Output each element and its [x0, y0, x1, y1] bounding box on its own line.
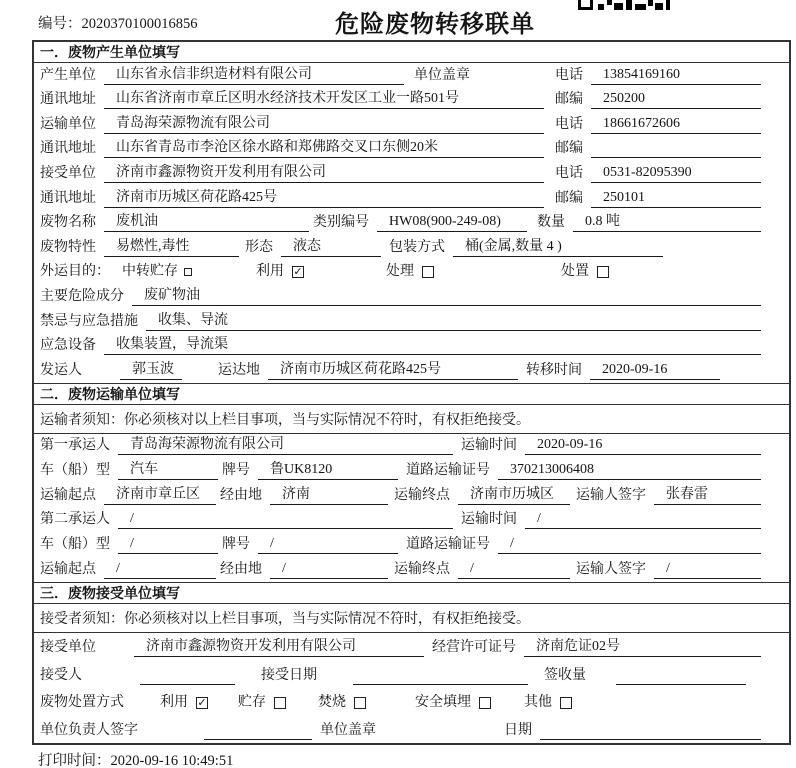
acceptor-value [140, 667, 235, 685]
disposal-utilize-checkbox-label: 利用 [160, 695, 188, 711]
receiver-phone-value: 0531-82095390 [591, 164, 761, 183]
producer-address-value: 山东省济南市章丘区明水经济技术开发区工业一路501号 [104, 90, 544, 109]
form-row [34, 508, 789, 533]
origin-2-value: / [104, 560, 216, 579]
section-title: 三．废物接受单位填写 [34, 583, 789, 604]
responsible-signature-value [204, 722, 312, 740]
print-time [38, 749, 233, 768]
consignor-value: 郭玉波 [120, 361, 182, 380]
form-row [34, 458, 789, 483]
form-row [34, 715, 789, 743]
form-row [34, 211, 789, 236]
form-table [32, 40, 791, 745]
receipt-quantity-label: 签收量 [544, 667, 586, 683]
form-row [34, 557, 789, 582]
seal-date-label: 日期 [504, 722, 532, 738]
disposal-other-checkbox [524, 694, 572, 712]
accept-date-value [353, 667, 528, 685]
transport-address-value: 山东省青岛市李沧区徐水路和郑佛路交叉口东侧20米 [104, 139, 544, 158]
receiver-postcode-value: 250101 [591, 189, 761, 208]
transport-postcode-label: 邮编 [555, 141, 583, 157]
form-row [34, 112, 789, 137]
seal-date-value [540, 722, 761, 740]
form-row [34, 284, 789, 309]
disposal-storage-checkbox [238, 694, 286, 712]
form-row [34, 483, 789, 508]
via-2-label: 经由地 [220, 561, 262, 577]
second-carrier-label: 第二承运人 [40, 512, 110, 528]
vehicle-type-1-value: 汽车 [118, 461, 218, 480]
emergency-measures-label: 禁忌与应急措施 [40, 313, 138, 329]
producer-address-label: 通讯地址 [40, 92, 96, 108]
transport-time-2-label: 运输时间 [461, 512, 517, 528]
transfer-date-value: 2020-09-16 [590, 361, 720, 380]
vehicle-type-2-label: 车（船）型 [40, 537, 110, 553]
emergency-equipment-value: 收集装置，导流渠 [104, 336, 761, 355]
terminus-1-value: 济南市历城区 [458, 486, 570, 505]
disposal-landfill-checkbox [415, 694, 491, 712]
producer-phone-value: 13854169160 [591, 66, 761, 85]
emergency-measures-value: 收集、导流 [146, 312, 761, 331]
vehicle-type-1-label: 车（船）型 [40, 463, 110, 479]
origin-1-label: 运输起点 [40, 487, 96, 503]
form-row [34, 434, 789, 459]
packaging-value: 桶(金属,数量 4 ) [453, 238, 663, 257]
purpose-transit-storage-checkbox [122, 263, 192, 281]
print-time-value: 2020-09-16 10:49:51 [110, 753, 234, 768]
road-permit-2-value: / [498, 535, 761, 554]
form-row [34, 137, 789, 162]
plate-number-2-value: / [258, 535, 398, 554]
via-1-label: 经由地 [220, 487, 262, 503]
form-row [34, 334, 789, 359]
document-header [0, 0, 796, 40]
form-row [34, 88, 789, 113]
transport-address-label: 通讯地址 [40, 141, 96, 157]
transport-time-1-value: 2020-09-16 [525, 436, 761, 455]
responsible-signature-label: 单位负责人签字 [40, 722, 138, 738]
check-mark-icon: ✓ [293, 264, 303, 278]
disposal-incinerate-checkbox-box [354, 697, 366, 709]
page-title: 危险废物转移联单 [335, 11, 535, 38]
category-code-label: 类别编号 [313, 215, 369, 231]
purpose-disposal-checkbox-label: 处置 [561, 264, 589, 280]
purpose-disposal-checkbox-box [597, 266, 609, 278]
purpose-utilize-checkbox-box [292, 266, 304, 278]
form-section-1 [34, 42, 789, 383]
receiver-address-value: 济南市历城区荷花路425号 [104, 189, 544, 208]
destination-value: 济南市历城区荷花路425号 [268, 361, 518, 380]
second-carrier-value: / [118, 510, 453, 529]
plate-number-1-value: 鲁UK8120 [258, 461, 398, 480]
via-1-value: 济南 [270, 486, 388, 505]
form-row [34, 633, 789, 661]
receiver-unit-label: 接受单位 [40, 165, 96, 181]
purpose-utilize-checkbox-label: 利用 [256, 264, 284, 280]
waste-name-label: 废物名称 [40, 215, 96, 231]
first-carrier-value: 青岛海荣源物流有限公司 [118, 436, 453, 455]
purpose-treatment-checkbox-label: 处理 [386, 264, 414, 280]
carrier-signature-1-value: 张春雷 [654, 486, 761, 505]
via-2-value: / [270, 560, 388, 579]
road-permit-2-label: 道路运输证号 [406, 537, 490, 553]
category-code-value: HW08(900-249-08) [377, 213, 527, 232]
purpose-transit-storage-checkbox-label: 中转贮存 [122, 264, 178, 280]
transfer-purpose-label: 外运目的： [40, 264, 110, 280]
producer-phone-label: 电话 [555, 67, 583, 83]
section-title: 一．废物产生单位填写 [34, 42, 789, 63]
section-title: 二．废物运输单位填写 [34, 384, 789, 405]
disposal-incinerate-checkbox [318, 694, 366, 712]
packaging-label: 包装方式 [389, 239, 445, 255]
terminus-2-value: / [458, 560, 570, 579]
quantity-value: 0.8 吨 [573, 213, 761, 232]
disposal-storage-checkbox-box [274, 697, 286, 709]
producer-postcode-label: 邮编 [555, 92, 583, 108]
disposal-landfill-checkbox-box [479, 697, 491, 709]
print-time-label: 打印时间： [38, 753, 111, 768]
purpose-treatment-checkbox-box [422, 266, 434, 278]
transport-time-2-value: / [525, 510, 761, 529]
disposal-incinerate-checkbox-label: 焚烧 [318, 695, 346, 711]
form-row [34, 660, 789, 688]
producer-unit-value: 山东省永信非织造材料有限公司 [104, 66, 404, 85]
origin-1-value: 济南市章丘区 [104, 486, 216, 505]
disposal-other-checkbox-label: 其他 [524, 695, 552, 711]
purpose-utilize-checkbox [256, 263, 304, 281]
carrier-signature-2-value: / [654, 560, 761, 579]
waste-name-value: 废机油 [104, 213, 309, 232]
qr-code-fragment [578, 0, 670, 12]
quantity-label: 数量 [537, 215, 565, 231]
producer-postcode-value: 250200 [591, 90, 761, 109]
section-notice: 运输者须知：你必须核对以上栏目事项，当与实际情况不符时，有权拒绝接受。 [34, 405, 789, 434]
acceptor-label: 接受人 [40, 667, 82, 683]
receiver-phone-label: 电话 [555, 165, 583, 181]
transfer-date-label: 转移时间 [526, 362, 582, 378]
transport-unit-label: 运输单位 [40, 116, 96, 132]
receiver-unit-value: 济南市鑫源物资开发利用有限公司 [104, 164, 544, 183]
doc-number [38, 12, 198, 33]
form-row [34, 235, 789, 260]
origin-2-label: 运输起点 [40, 561, 96, 577]
form-row [34, 532, 789, 557]
form-state-label: 形态 [245, 239, 273, 255]
waste-property-value: 易燃性,毒性 [104, 238, 239, 257]
plate-number-2-label: 牌号 [222, 537, 250, 553]
form-section-3 [34, 582, 789, 743]
unit-seal-label: 单位盖章 [414, 67, 470, 83]
destination-label: 运达地 [218, 362, 260, 378]
license-no-value: 济南危证02号 [524, 638, 761, 657]
transport-phone-value: 18661672606 [591, 115, 761, 134]
terminus-1-label: 运输终点 [394, 487, 450, 503]
transport-postcode-value [591, 140, 761, 158]
emergency-equipment-label: 应急设备 [40, 338, 96, 354]
transport-time-1-label: 运输时间 [461, 438, 517, 454]
section-notice: 接受者须知：你必须核对以上栏目事项，当与实际情况不符时，有权拒绝接受。 [34, 604, 789, 633]
hazard-component-label: 主要危险成分 [40, 288, 124, 304]
doc-number-label: 编号： [38, 16, 82, 32]
form-row [34, 161, 789, 186]
purpose-transit-storage-checkbox-box [184, 268, 192, 276]
carrier-signature-2-label: 运输人签字 [576, 561, 646, 577]
form-section-2 [34, 383, 789, 582]
doc-number-value: 2020370100016856 [81, 16, 198, 32]
producer-unit-label: 产生单位 [40, 67, 96, 83]
form-row [34, 309, 789, 334]
form-row [34, 63, 789, 88]
terminus-2-label: 运输终点 [394, 561, 450, 577]
disposal-landfill-checkbox-label: 安全填埋 [415, 695, 471, 711]
license-no-label: 经营许可证号 [432, 640, 516, 656]
receipt-quantity-value [616, 667, 746, 685]
consignor-label: 发运人 [40, 362, 82, 378]
hazard-component-value: 废矿物油 [132, 287, 761, 306]
transport-phone-label: 电话 [555, 116, 583, 132]
accept-unit-value: 济南市鑫源物资开发利用有限公司 [134, 638, 424, 657]
form-row [34, 260, 789, 285]
disposal-other-checkbox-box [560, 697, 572, 709]
unit-seal-receiver-label: 单位盖章 [320, 722, 376, 738]
disposal-storage-checkbox-label: 贮存 [238, 695, 266, 711]
accept-date-label: 接受日期 [261, 667, 317, 683]
disposal-utilize-checkbox [160, 694, 208, 712]
accept-unit-label: 接受单位 [40, 640, 96, 656]
receiver-address-label: 通讯地址 [40, 190, 96, 206]
waste-property-label: 废物特性 [40, 239, 96, 255]
form-row [34, 688, 789, 716]
disposal-method-label: 废物处置方式 [40, 695, 124, 711]
receiver-postcode-label: 邮编 [555, 190, 583, 206]
purpose-treatment-checkbox [386, 263, 434, 281]
form-row [34, 186, 789, 211]
road-permit-1-label: 道路运输证号 [406, 463, 490, 479]
carrier-signature-1-label: 运输人签字 [576, 487, 646, 503]
purpose-disposal-checkbox [561, 263, 609, 281]
first-carrier-label: 第一承运人 [40, 438, 110, 454]
disposal-utilize-checkbox-box [196, 697, 208, 709]
vehicle-type-2-value: / [118, 535, 218, 554]
check-mark-icon: ✓ [197, 695, 207, 709]
plate-number-1-label: 牌号 [222, 463, 250, 479]
form-state-value: 液态 [281, 238, 381, 257]
road-permit-1-value: 370213006408 [498, 461, 761, 480]
form-row [34, 358, 789, 383]
transport-unit-value: 青岛海荣源物流有限公司 [104, 115, 544, 134]
